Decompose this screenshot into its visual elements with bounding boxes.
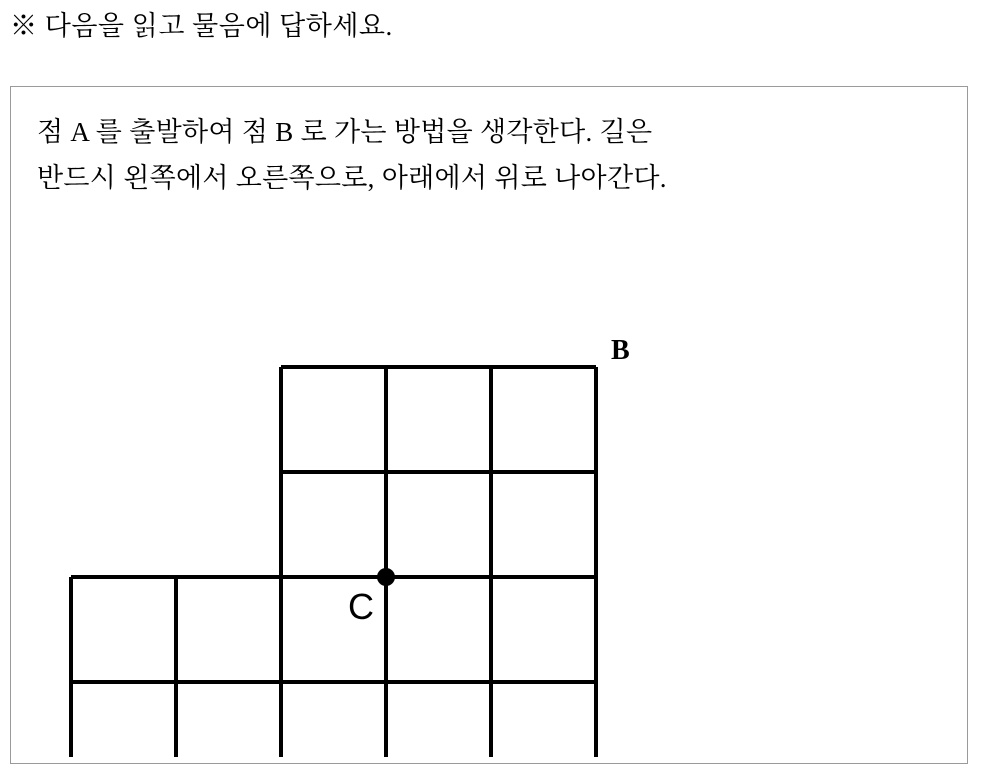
label-c: C [348, 586, 374, 627]
lattice-path-figure [11, 237, 967, 757]
stem-line-2: 반드시 왼쪽에서 오른쪽으로, 아래에서 위로 나아간다. [37, 163, 667, 193]
label-b: B [611, 335, 630, 366]
grid-lines [71, 367, 596, 757]
point-c-marker [377, 568, 395, 586]
instruction-line: ※ 다음을 읽고 물음에 답하세요. [10, 11, 393, 41]
stem-line-1: 점 A 를 출발하여 점 B 로 가는 방법을 생각한다. 길은 [37, 117, 653, 147]
question-box [10, 86, 968, 764]
question-stem [37, 109, 947, 201]
